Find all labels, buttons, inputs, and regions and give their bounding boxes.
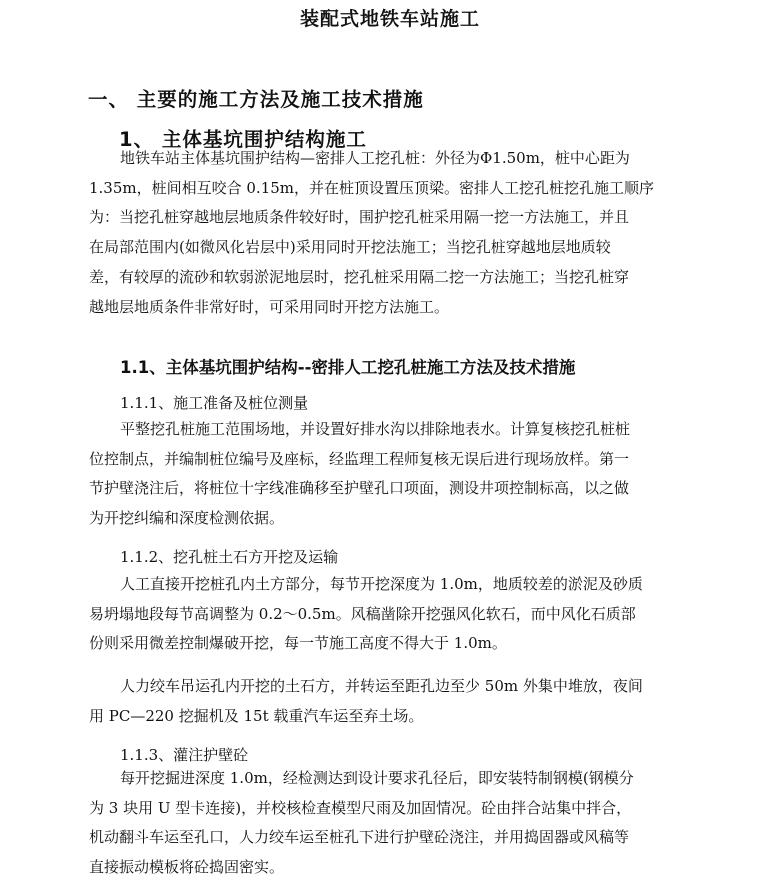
section-heading-1-1-1: 1.1、主体基坑围护结构--密排人工挖孔桩施工方法及技术措施 — [120, 358, 576, 377]
paragraph-2 — [89, 415, 689, 534]
subsection-heading: 1.1.3、灌注护壁砼 — [120, 746, 249, 764]
paragraph-1 — [89, 144, 689, 322]
paragraph-line: 为 3 块用 U 型卡连接)，并校核检查模型尺雨及加固情况。砼由拌合站集中拌合， — [89, 798, 632, 817]
paragraph-line: 位控制点，并编制桩位编号及座标，经监理工程师复核无误后进行现场放样。第一 — [89, 449, 630, 468]
paragraph-line: 平整挖孔桩施工范围场地，并设置好排水沟以排除地表水。计算复核挖孔桩桩 — [120, 420, 631, 438]
paragraph-3 — [89, 570, 689, 659]
paragraph-line: 在局部范围内(如微风化岩层中)采用同时开挖法施工；当挖孔桩穿越地层地质较 — [89, 238, 611, 257]
subsection-heading: 1.1.2、挖孔桩土石方开挖及运输 — [120, 548, 339, 566]
paragraph-line: 每开挖掘进深度 1.0m，经检测达到设计要求孔径后，即安装特制钢模(钢模分 — [120, 769, 634, 787]
paragraph-line: 人力绞车吊运孔内开挖的土石方，并转运至距孔边至少 50m 外集中堆放，夜间 — [120, 677, 643, 695]
paragraph-line: 用 PC—220 挖掘机及 15t 载重汽车运至弃土场。 — [89, 706, 424, 725]
paragraph-line: 为开挖纠编和深度检测依据。 — [89, 509, 285, 528]
paragraph-4 — [89, 672, 689, 731]
paragraph-line: 份则采用微差控制爆破开挖，每一节施工高度不得大于 1.0m。 — [89, 634, 507, 653]
paragraph-line: 直接振动模板将砼捣固密实。 — [89, 858, 285, 877]
paragraph-line: 越地层地质条件非常好时，可采用同时开挖方法施工。 — [89, 297, 450, 316]
subsection-heading: 1.1.1、施工准备及桩位测量 — [120, 394, 309, 412]
section-heading-1-1: 1、 主体基坑围护结构施工 — [119, 128, 367, 151]
paragraph-line: 机动翻斗车运至孔口，人力绞车运至桩孔下进行护壁砼浇注，并用捣固器或风稿等 — [89, 828, 630, 847]
paragraph-line: 差，有较厚的流砂和软弱淤泥地层时，挖孔桩采用隔二挖一方法施工；当挖孔桩穿 — [89, 267, 630, 286]
paragraph-line: 人工直接开挖桩孔内土方部分，每节开挖深度为 1.0m，地质较差的淤泥及砂质 — [120, 575, 643, 593]
paragraph-5 — [89, 764, 689, 883]
paragraph-line: 为：当挖孔桩穿越地层地质条件较好时，围护挖孔桩采用隔一挖一方法施工，并且 — [89, 208, 630, 227]
paragraph-line: 地铁车站主体基坑围护结构—密排人工挖孔桩：外径为Φ1.50m，桩中心距为 — [120, 149, 630, 167]
paragraph-line: 节护壁浇注后，将桩位十字线准确移至护壁孔口项面，测设井项控制标高，以之做 — [89, 479, 630, 498]
paragraph-line: 1.35m，桩间相互咬合 0.15m，并在桩顶设置压顶梁。密排人工挖孔桩挖孔施工顺序 — [89, 178, 655, 197]
section-heading-1: 一、 主要的施工方法及施工技术措施 — [88, 88, 424, 111]
paragraph-line: 易坍塌地段每节高调整为 0.2～0.5m。风稿凿除开挖强风化软石，而中风化石质部 — [89, 604, 636, 623]
document-title: 装配式地铁车站施工 — [299, 8, 480, 30]
